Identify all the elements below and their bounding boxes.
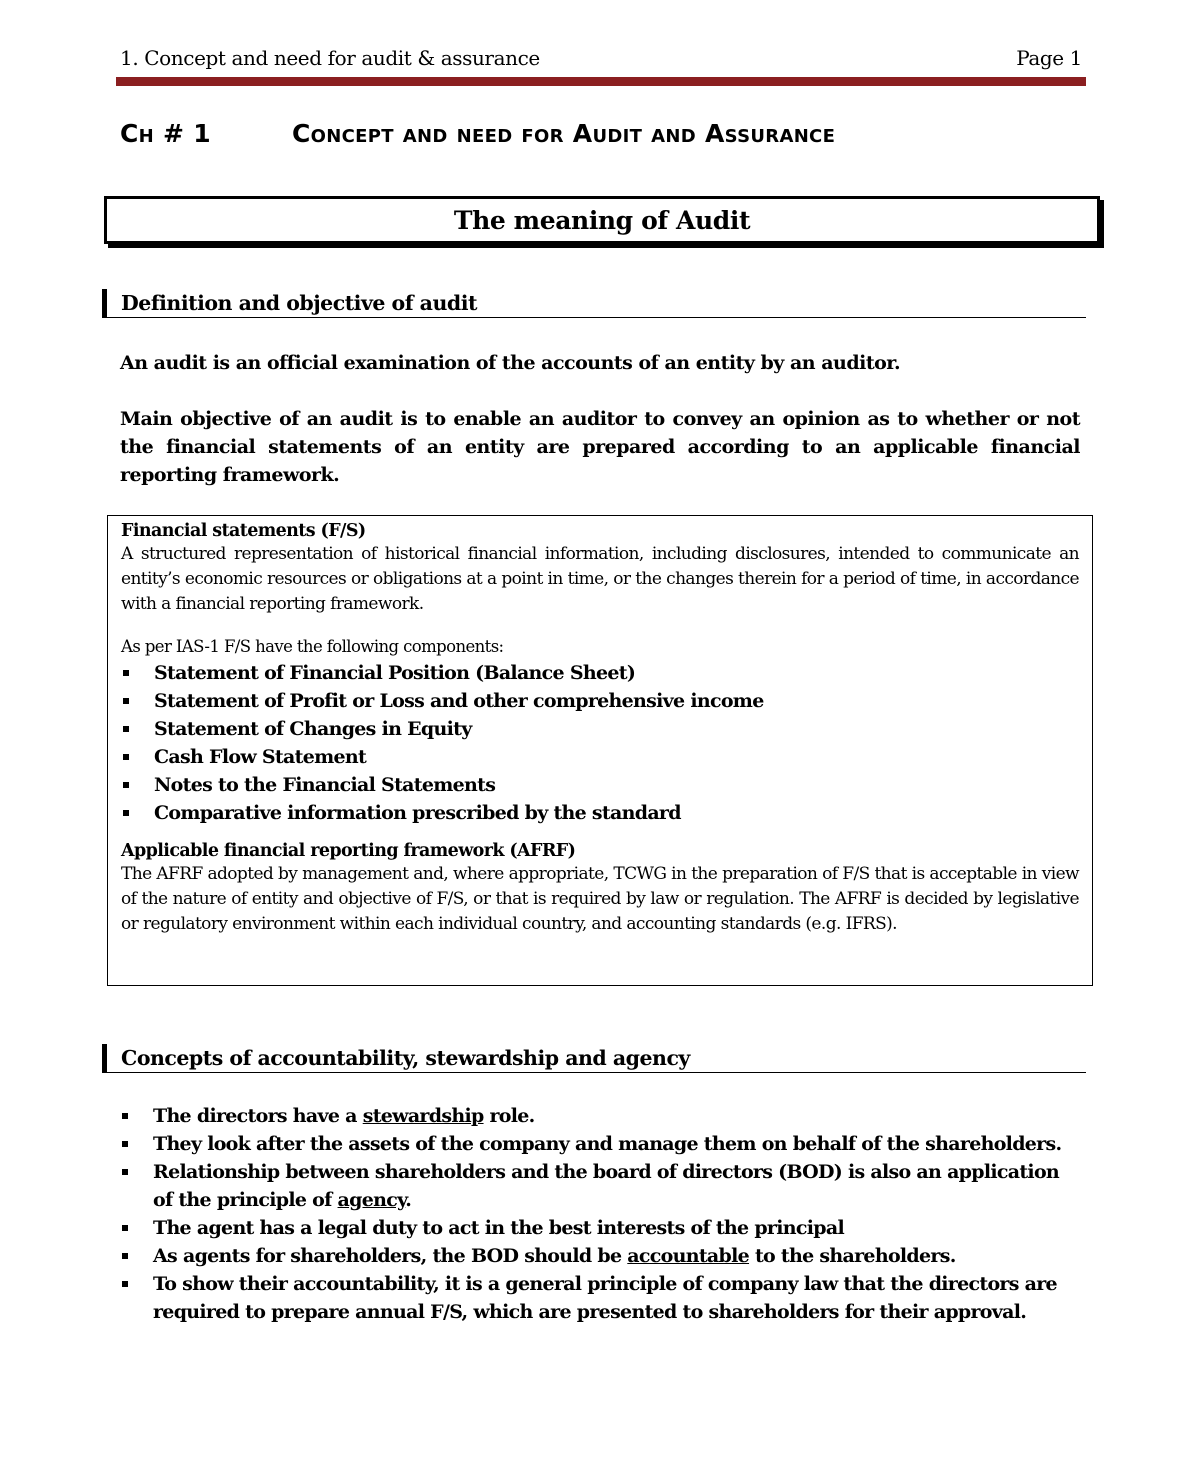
page-number: Page 1 — [1016, 46, 1082, 70]
list-item: Cash Flow Statement — [121, 743, 1079, 771]
audit-objective: Main objective of an audit is to enable an auditor to convey an opinion as to whether or not the financial statements of an entity are prepared according to an applicable financial reporting framework. — [120, 408, 1080, 486]
list-item: The agent has a legal duty to act in the best interests of the principal — [120, 1214, 1082, 1242]
list-item: As agents for shareholders, the BOD should be accountable to the shareholders. — [120, 1242, 1082, 1270]
afrf-title: Applicable financial reporting framework (AFRF) — [121, 841, 576, 861]
list-item: Statement of Changes in Equity — [121, 715, 1079, 743]
chapter-title — [120, 119, 1100, 148]
fs-title: Financial statements (F/S) — [121, 521, 366, 541]
components-list — [121, 659, 1079, 827]
section-title-box — [104, 196, 1100, 244]
definition-heading: Definition and objective of audit — [102, 289, 1086, 318]
header-rule — [116, 77, 1086, 86]
list-item: They look after the assets of the company and manage them on behalf of the shareholders. — [120, 1130, 1082, 1158]
list-item: Relationship between shareholders and the board of directors (BOD) is also an application of the principle of agency. — [120, 1158, 1082, 1214]
concepts-list — [120, 1102, 1082, 1326]
audit-definition: An audit is an official examination of the accounts of an entity by an auditor. — [120, 352, 901, 374]
list-item: Statement of Financial Position (Balance Sheet) — [121, 659, 1079, 687]
chapter-number: Ch # 1 — [120, 119, 211, 148]
afrf-definition: The AFRF adopted by management and, where appropriate, TCWG in the preparation of F/S that is acceptable in view of the nature of entity and objective of F/S, or that is required by law or regulation. The AFRF is decided by legislative or regulatory environment within each individual country, and accounting standards (e.g. IFRS). — [121, 864, 1079, 934]
underlined-term: agency — [337, 1189, 406, 1211]
running-header — [120, 46, 1082, 70]
list-item: The directors have a stewardship role. — [120, 1102, 1082, 1130]
concepts-heading: Concepts of accountability, stewardship and agency — [102, 1044, 1086, 1073]
list-item: Comparative information prescribed by the standard — [121, 799, 1079, 827]
list-item: To show their accountability, it is a general principle of company law that the directors are required to prepare annual F/S, which are presented to shareholders for their approval. — [120, 1270, 1082, 1326]
fs-definition: A structured representation of historical financial information, including disclosures, intended to communicate an entity’s economic resources or obligations at a point in time, or the changes therein for a period of time, in accordance with a financial reporting framework. — [121, 544, 1079, 614]
components-intro: As per IAS-1 F/S have the following components: — [121, 637, 504, 656]
list-item: Notes to the Financial Statements — [121, 771, 1079, 799]
financial-statements-box — [107, 515, 1093, 986]
running-header-title: 1. Concept and need for audit & assurance — [120, 46, 540, 70]
underlined-term: stewardship — [362, 1105, 484, 1127]
underlined-term: accountable — [627, 1245, 750, 1267]
section-title: The meaning of Audit — [453, 205, 751, 235]
list-item: Statement of Profit or Loss and other comprehensive income — [121, 687, 1079, 715]
chapter-name: Concept and need for Audit and Assurance — [292, 119, 836, 148]
